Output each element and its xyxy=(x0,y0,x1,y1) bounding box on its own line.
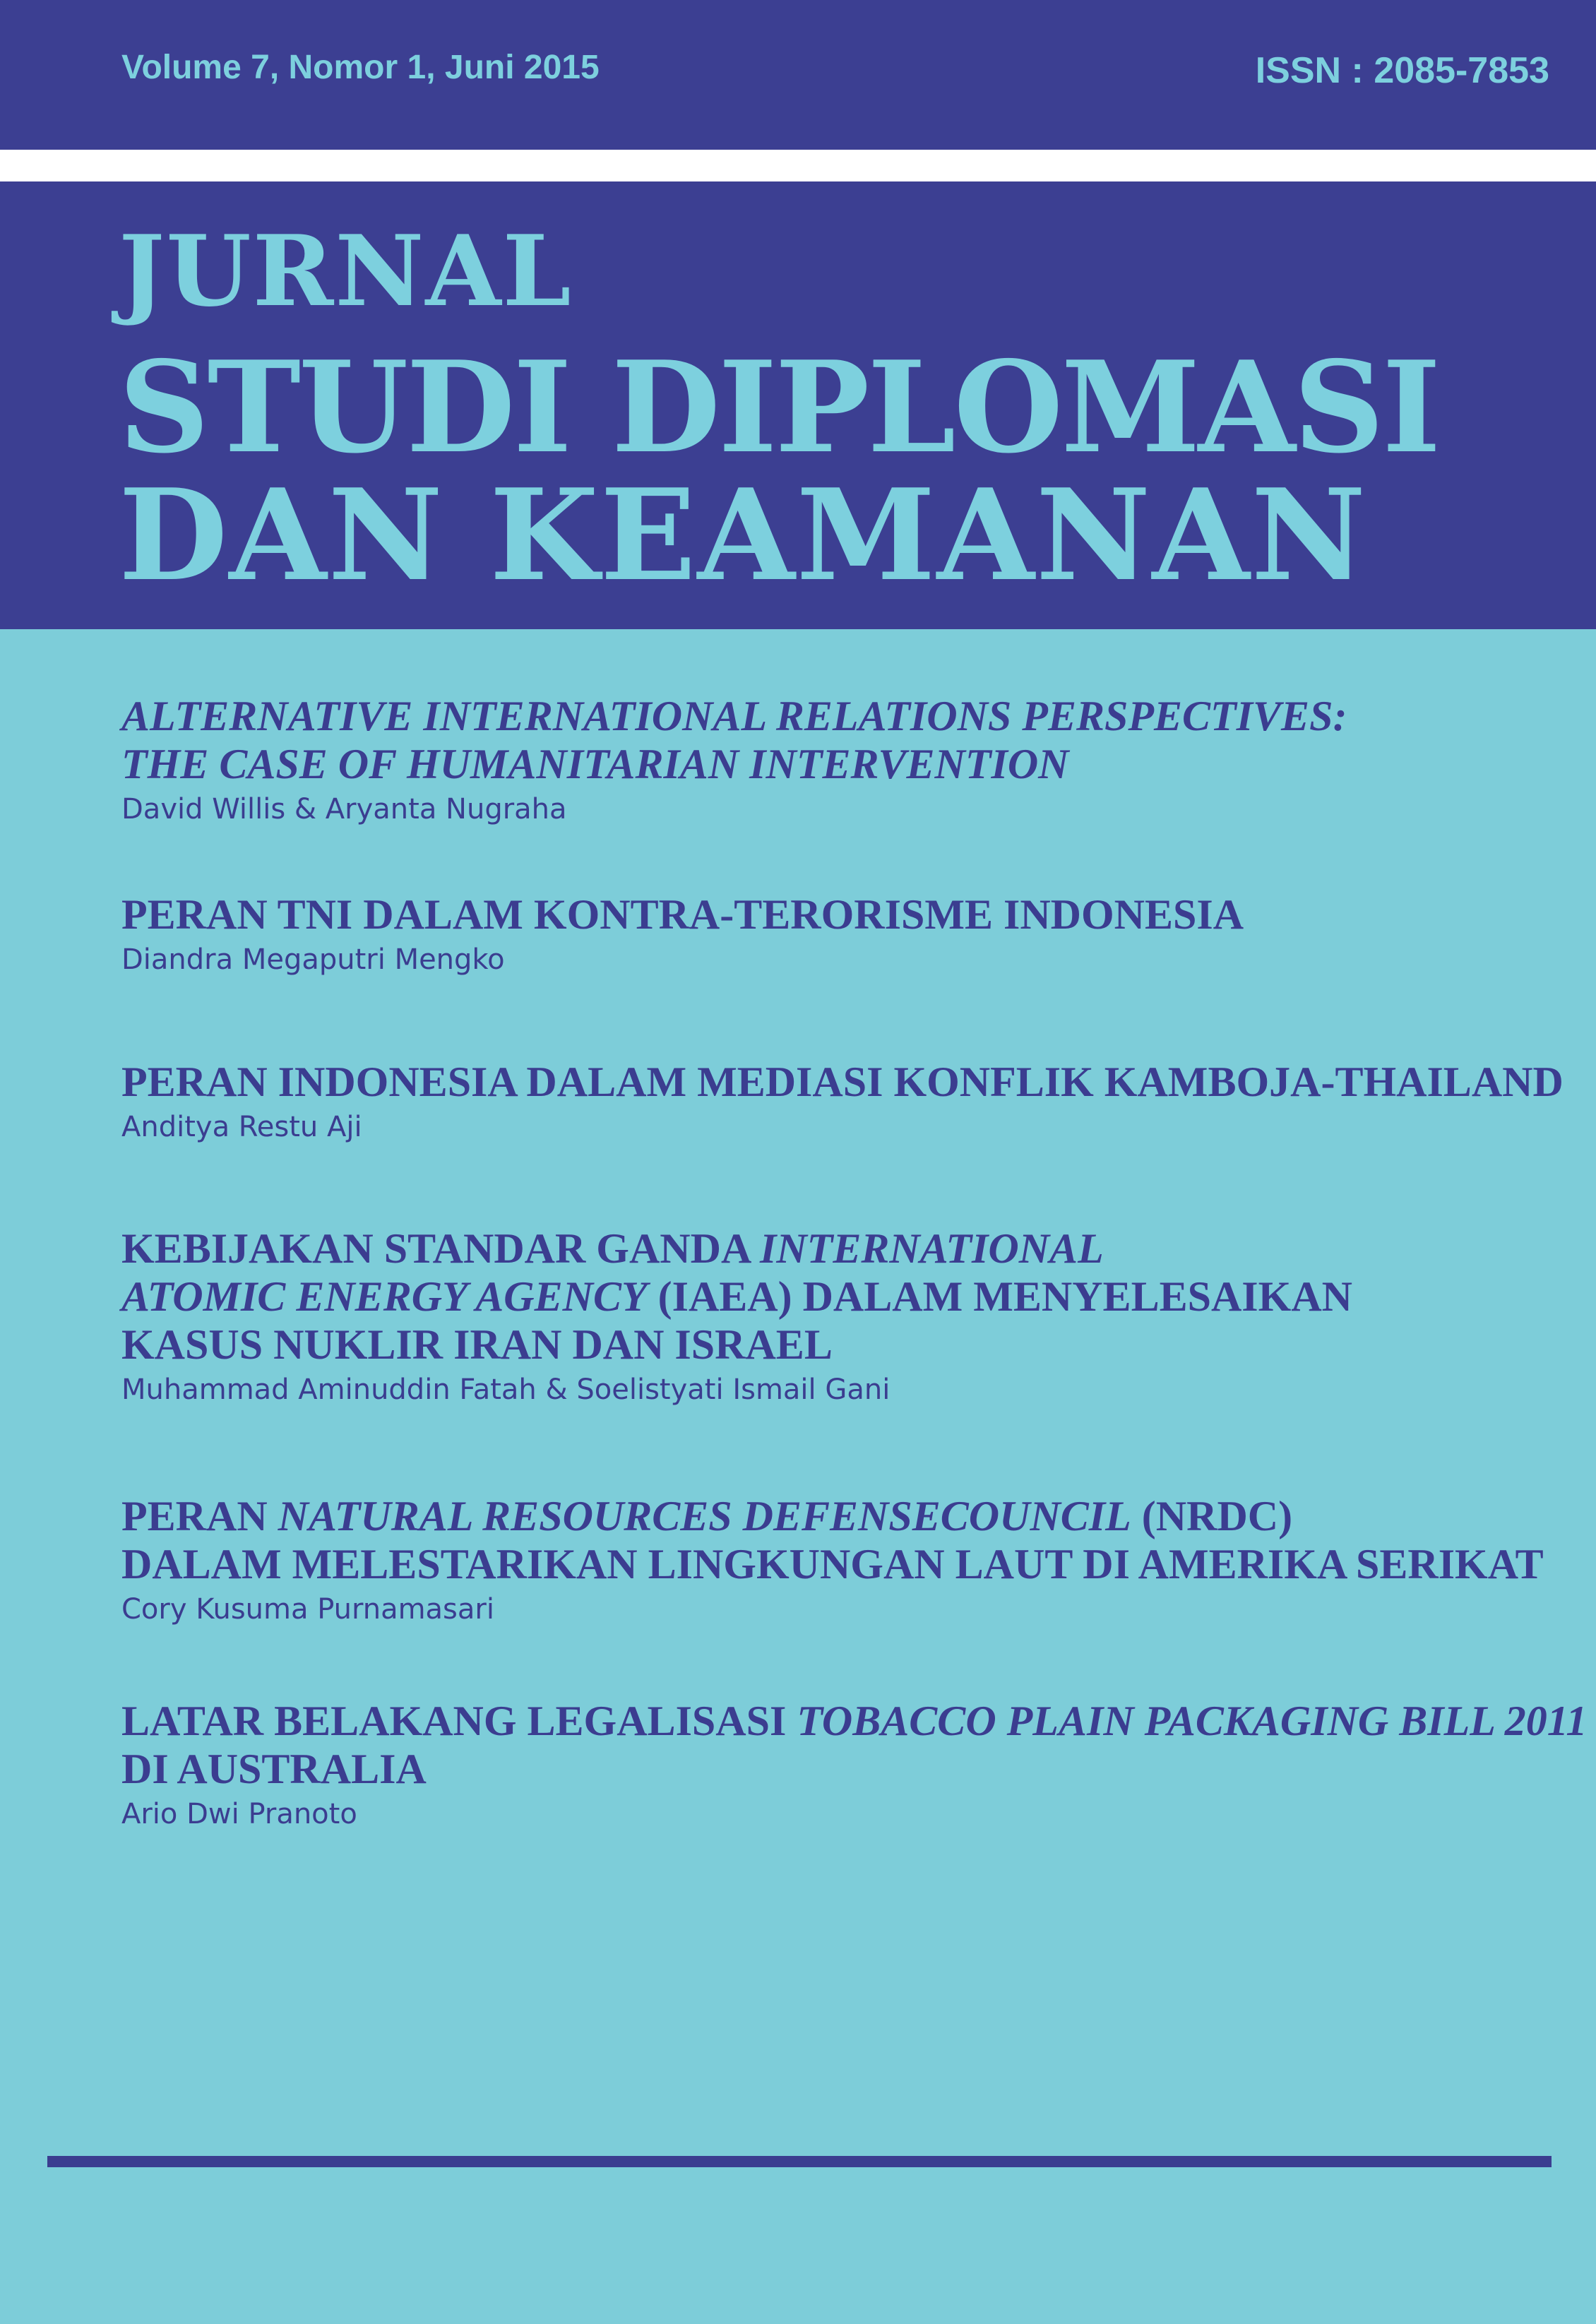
title-segment-italic: TOBACCO PLAIN PACKAGING BILL 2011 xyxy=(797,1698,1588,1744)
contents-area xyxy=(0,629,1596,2324)
article-title-line: DALAM MELESTARIKAN LINGKUNGAN LAUT DI AMERIKA SERIKAT xyxy=(121,1541,1544,1587)
title-segment-italic: INTERNATIONAL xyxy=(759,1225,1104,1272)
article-title-line xyxy=(121,1224,1352,1273)
article-title-line: PERAN INDONESIA DALAM MEDIASI KONFLIK KAMBOJA-THAILAND xyxy=(121,1059,1564,1105)
journal-title-line-3: DAN KEAMANAN xyxy=(119,461,1368,609)
article-2-author: Diandra Megaputri Mengko xyxy=(121,943,505,976)
volume-info: Volume 7, Nomor 1, Juni 2015 xyxy=(121,49,600,86)
title-segment-italic: ATOMIC ENERGY AGENCY xyxy=(121,1273,648,1320)
article-title-line: KASUS NUKLIR IRAN DAN ISRAEL xyxy=(121,1321,833,1368)
bottom-rule xyxy=(47,2156,1552,2167)
article-1-author: David Willis & Aryanta Nugraha xyxy=(121,793,567,826)
article-3-title xyxy=(121,1058,1564,1106)
article-3 xyxy=(121,1058,1564,1147)
journal-title-line-1: JURNAL xyxy=(119,213,573,328)
article-4 xyxy=(121,1224,1352,1410)
article-6 xyxy=(121,1697,1587,1834)
article-1 xyxy=(121,692,1347,829)
article-5-title xyxy=(121,1492,1544,1588)
title-segment: LATAR BELAKANG LEGALISASI xyxy=(121,1698,797,1744)
title-segment: (IAEA) DALAM MENYELESAIKAN xyxy=(647,1273,1352,1320)
article-3-author: Anditya Restu Aji xyxy=(121,1111,362,1143)
article-6-title xyxy=(121,1697,1587,1793)
article-title-line xyxy=(121,1697,1587,1745)
article-title-line: THE CASE OF HUMANITARIAN INTERVENTION xyxy=(121,741,1069,787)
title-segment: (NRDC) xyxy=(1131,1493,1293,1539)
article-4-author: Muhammad Aminuddin Fatah & Soelistyati Ismail Gani xyxy=(121,1373,891,1406)
article-1-title xyxy=(121,692,1347,788)
article-5-author: Cory Kusuma Purnamasari xyxy=(121,1593,494,1626)
article-title-line xyxy=(121,1273,1352,1321)
article-title-line: PERAN TNI DALAM KONTRA-TERORISME INDONESIA xyxy=(121,891,1244,938)
article-title-line: ALTERNATIVE INTERNATIONAL RELATIONS PERSPECTIVES: xyxy=(121,693,1347,739)
article-title-line xyxy=(121,1492,1544,1540)
issn: ISSN : 2085-7853 xyxy=(1255,50,1549,91)
article-title-line: DI AUSTRALIA xyxy=(121,1746,427,1792)
article-4-title xyxy=(121,1224,1352,1369)
header-divider xyxy=(0,150,1596,181)
article-5 xyxy=(121,1492,1544,1629)
article-2 xyxy=(121,890,1244,979)
article-2-title xyxy=(121,890,1244,938)
title-segment: KEBIJAKAN STANDAR GANDA xyxy=(121,1225,760,1272)
title-segment-italic: NATURAL RESOURCES DEFENSECOUNCIL xyxy=(278,1493,1131,1539)
article-6-author: Ario Dwi Pranoto xyxy=(121,1798,357,1830)
journal-title-line-2: STUDI DIPLOMASI xyxy=(119,333,1439,481)
title-segment: PERAN xyxy=(121,1493,278,1539)
